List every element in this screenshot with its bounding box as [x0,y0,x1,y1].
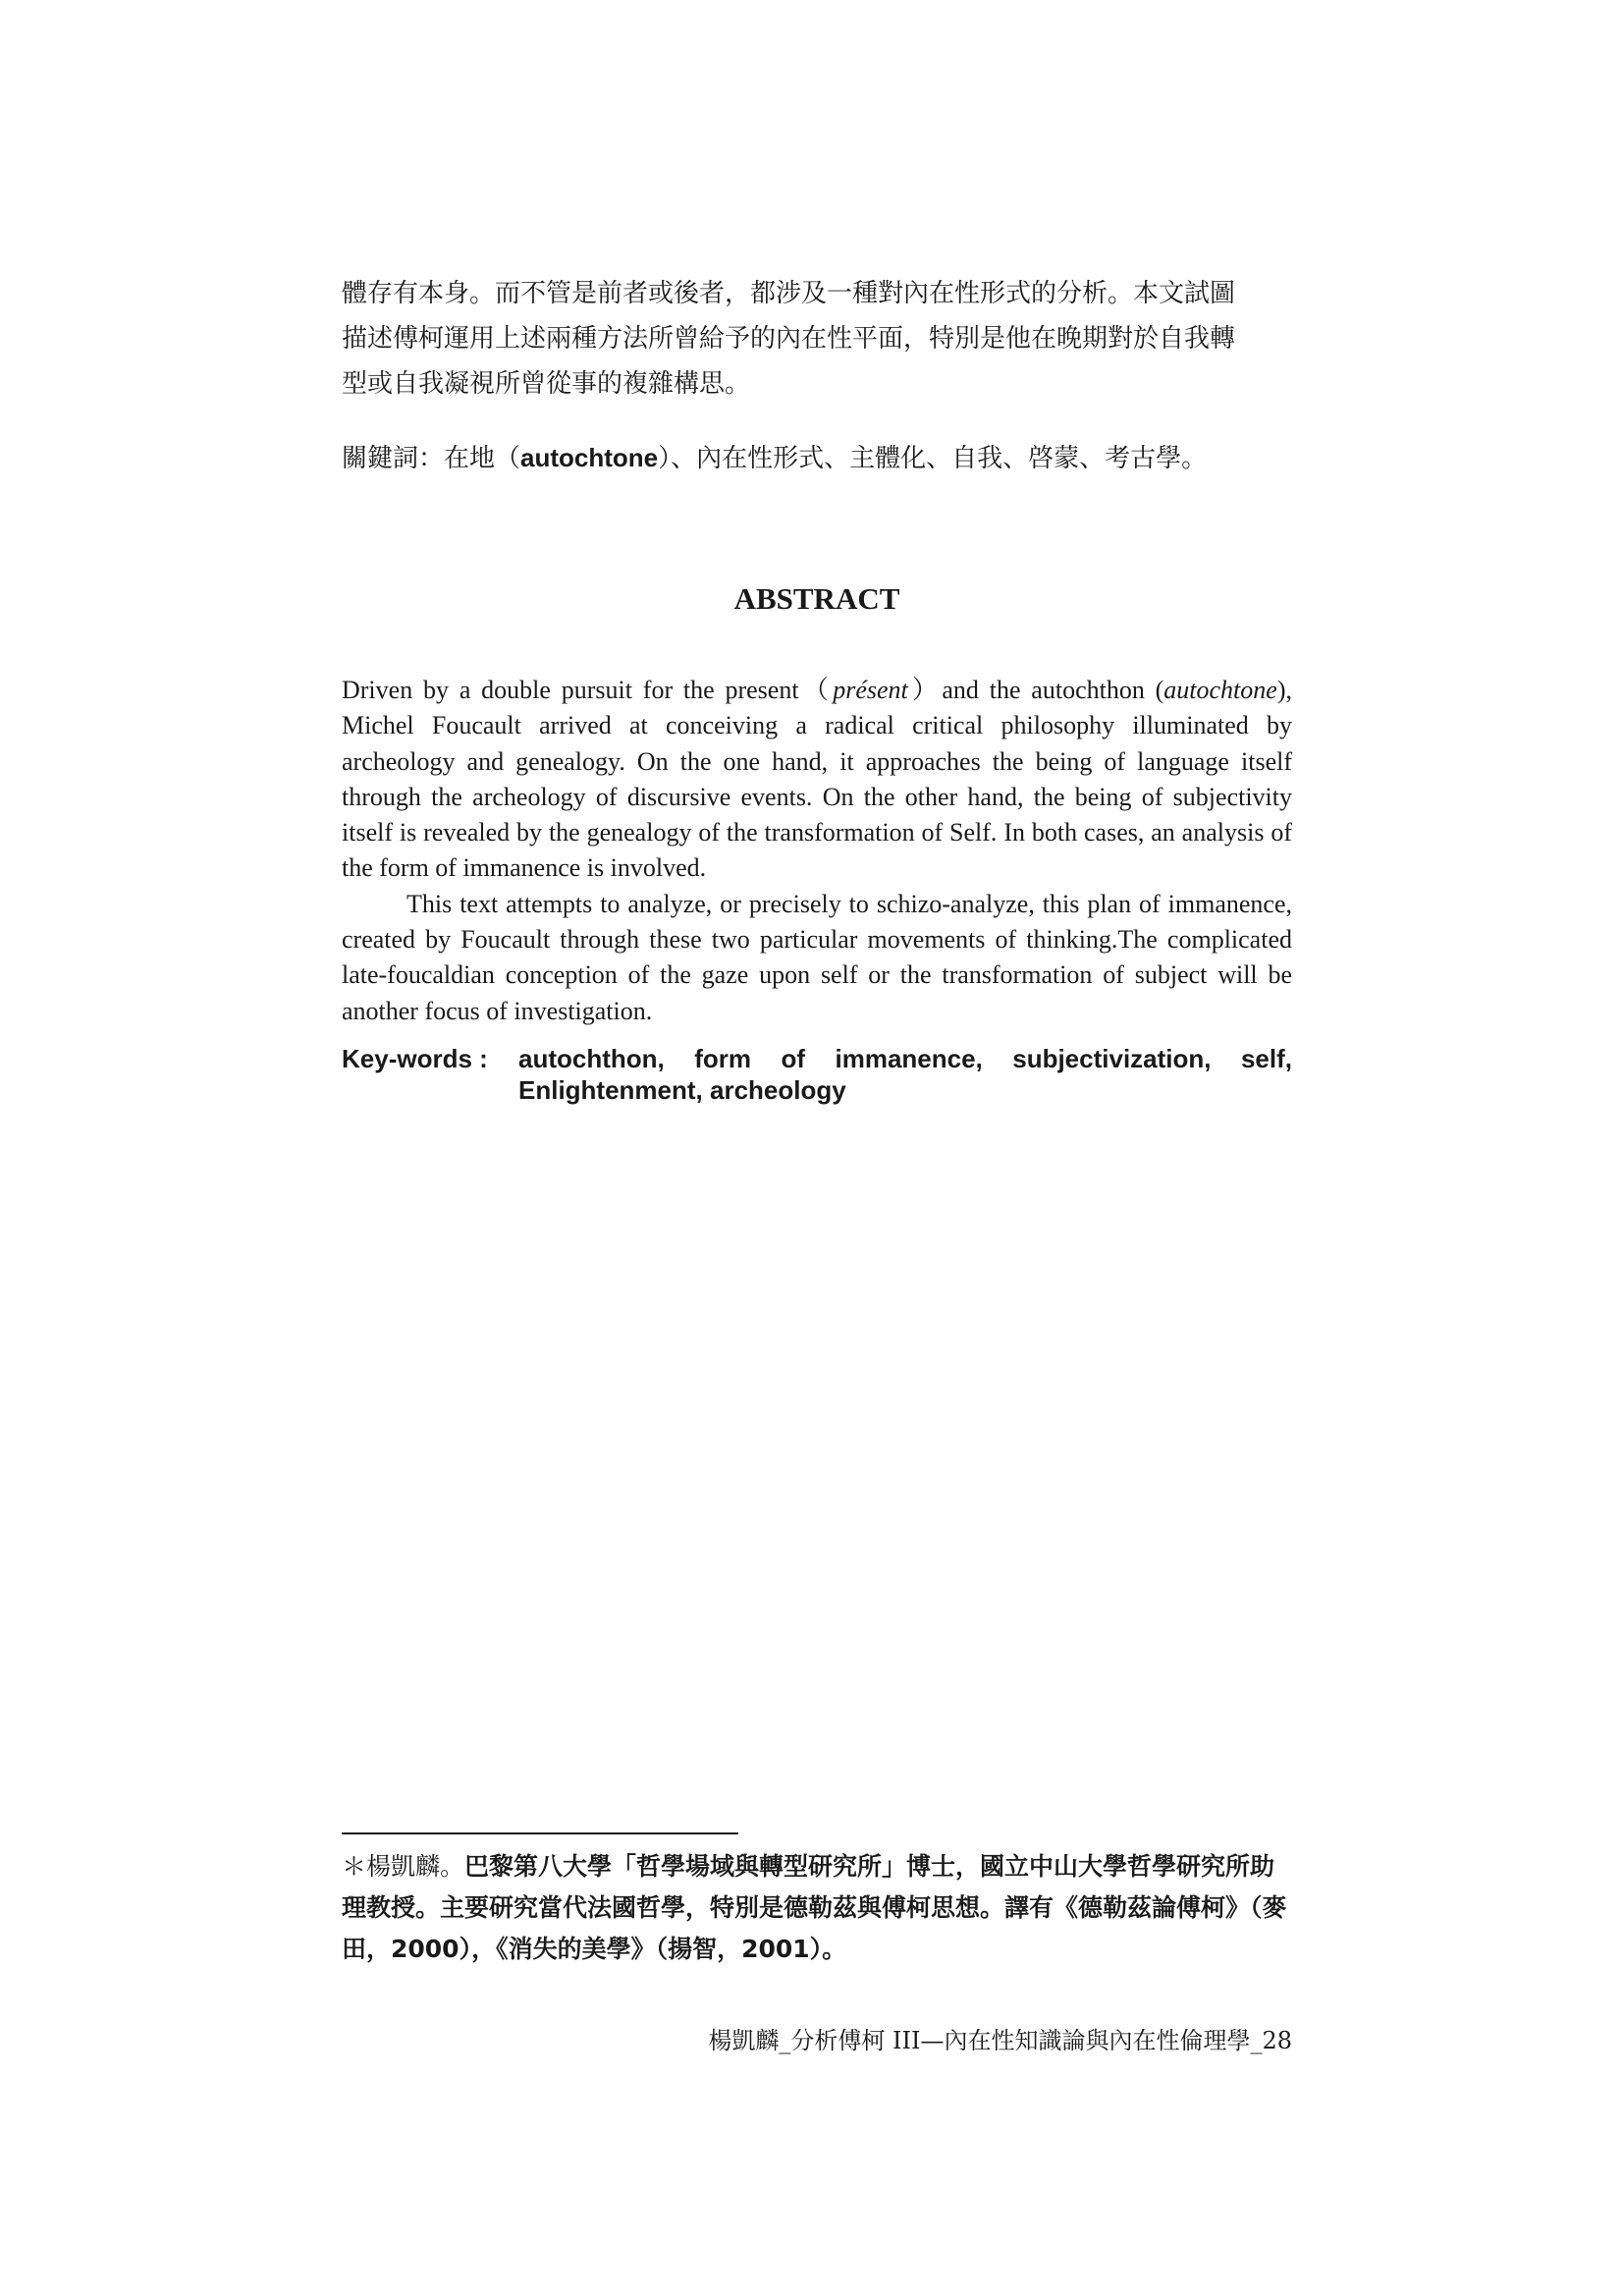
chinese-keywords-label: 關鍵詞：在地（ [342,444,521,473]
abstract-present-term: présent [833,676,908,704]
footnote-text: 巴黎第八大學「哲學場域與轉型研究所」博士，國立中山大學哲學研究所助理教授。主要研究當代法國哲學，特別是德勒茲與傅柯思想。譯有《德勒茲論傅柯》（麥田，2000），《消失的美學》（揚智，2001）。 [342,1852,1287,1963]
chinese-abstract-line-2: 描述傅柯運用上述兩種方法所曾給予的內在性平面，特別是他在晚期對於自我轉 [342,324,1236,354]
chinese-keywords-rest: ）、內在性形式、主體化、自我、啓蒙、考古學。 [658,444,1208,473]
english-keywords-label: Key-words : [342,1044,488,1073]
chinese-abstract-line-3: 型或自我凝視所曾從事的複雜構思。 [342,369,751,399]
chinese-keywords [342,438,1292,478]
chinese-keywords-term: autochtone [520,443,659,472]
abstract-title: ABSTRACT [733,581,900,616]
abstract-autochtone-term: autochtone [1163,676,1277,704]
abstract-p1-part-a: Driven by a double pursuit for the present（ [342,676,834,704]
footnote-marker: ＊楊凱麟。 [342,1852,465,1881]
abstract-p1-part-b: ）and the autochthon ( [907,676,1164,704]
abstract-paragraph-1 [342,673,1292,887]
chinese-abstract-line-1: 體存有本身。而不管是前者或後者，都涉及一種對內在性形式的分析。本文試圖 [342,279,1236,308]
english-keywords-list: autochthon, form of immanence, subjectivization, self, Enlightenment, archeology [518,1044,1292,1105]
abstract-p1-part-c: ), Michel Foucault arrived at conceiving a radical critical philosophy illuminated by archeology and genealogy. On the one hand, it approaches the being of language itself through the archeology of discursive events. On the other hand, the being of subjectivity itself is revealed by the genealogy of the transformation of Self. In both cases, an analysis of the form of immanence is involved. [342,676,1292,883]
author-footnote [342,1846,1292,1970]
footnote-rule [342,1832,738,1834]
running-footer: 楊凱麟_分析傅柯 III—內在性知識論與內在性倫理學_28 [708,2027,1292,2054]
abstract-paragraph-2: This text attempts to analyze, or precisely to schizo-analyze, this plan of immanence, created by Foucault through these two particular movements of thinking.The complicated late-foucaldian conception of the gaze upon self or the transformation of subject will be another focus of investigation. [342,889,1292,1025]
abstract-body [342,673,1292,1029]
